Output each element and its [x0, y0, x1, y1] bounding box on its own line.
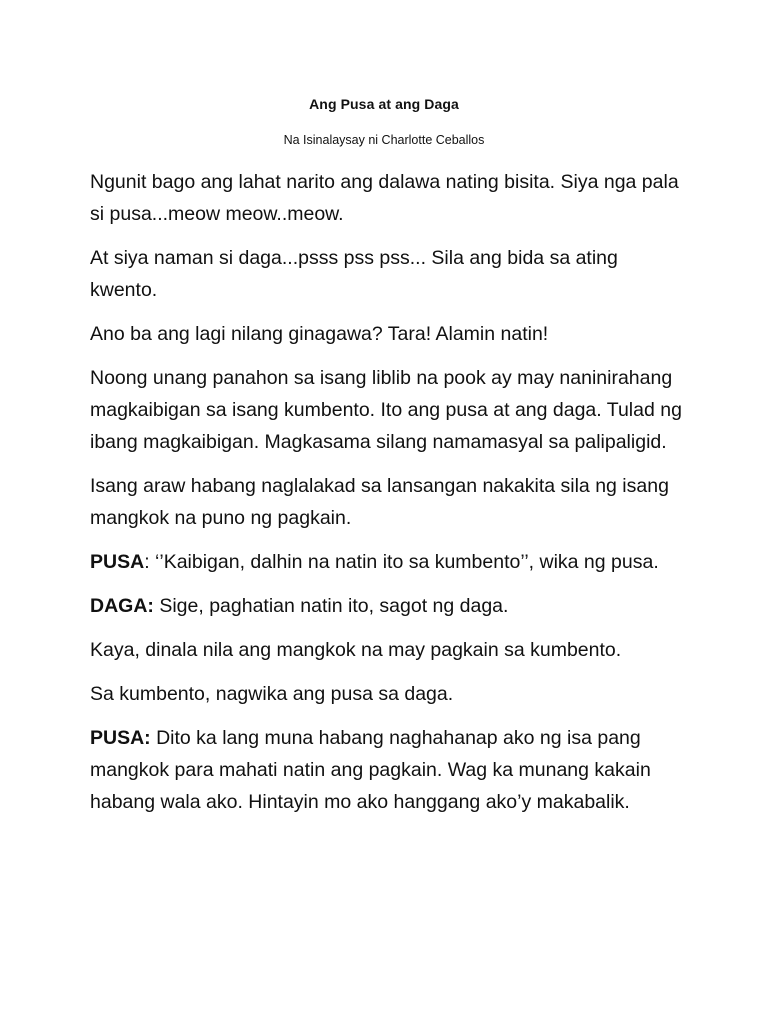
paragraph-text: Ano ba ang lagi nilang ginagawa? Tara! Alamin natin! — [90, 323, 549, 345]
dialogue-pusa-1 — [90, 546, 690, 578]
story-body — [90, 166, 690, 830]
paragraph-text: Isang araw habang naglalakad sa lansangan nakakita sila ng isang mangkok na puno ng pagkain. — [90, 475, 669, 529]
paragraph-3 — [90, 318, 690, 350]
dialogue-text: : ‘’Kaibigan, dalhin na natin ito sa kumbento’’, wika ng pusa. — [144, 551, 659, 573]
paragraph-9 — [90, 678, 690, 710]
paragraph-4 — [90, 362, 690, 458]
speaker-label: DAGA: — [90, 595, 154, 617]
document-title: Ang Pusa at ang Daga — [309, 96, 459, 112]
document-subtitle: Na Isinalaysay ni Charlotte Ceballos — [283, 133, 485, 147]
paragraph-text: Ngunit bago ang lahat narito ang dalawa nating bisita. Siya nga pala si pusa...meow meow..meow. — [90, 171, 679, 225]
paragraph-8 — [90, 634, 690, 666]
paragraph-text: Kaya, dinala nila ang mangkok na may pagkain sa kumbento. — [90, 639, 622, 661]
speaker-label: PUSA — [90, 551, 145, 573]
paragraph-1 — [90, 166, 690, 230]
speaker-label: PUSA: — [90, 727, 151, 749]
paragraph-2 — [90, 242, 690, 306]
dialogue-text: Sige, paghatian natin ito, sagot ng daga. — [153, 595, 509, 617]
paragraph-text: Sa kumbento, nagwika ang pusa sa daga. — [90, 683, 454, 705]
paragraph-5 — [90, 470, 690, 534]
paragraph-text: At siya naman si daga...psss pss pss... Sila ang bida sa ating kwento. — [90, 247, 618, 301]
dialogue-pusa-2 — [90, 722, 690, 818]
dialogue-text: Dito ka lang muna habang naghahanap ako ng isa pang mangkok para mahati natin ang pagkain. Wag ka munang kakain habang wala ako. Hintayin mo ako hanggang ako’y makabalik. — [90, 727, 651, 813]
paragraph-text: Noong unang panahon sa isang liblib na pook ay may naninirahang magkaibigan sa isang kumbento. Ito ang pusa at ang daga. Tulad ng ibang magkaibigan. Magkasama silang namamasyal sa palipaligid. — [90, 367, 682, 453]
dialogue-daga-1 — [90, 590, 690, 622]
